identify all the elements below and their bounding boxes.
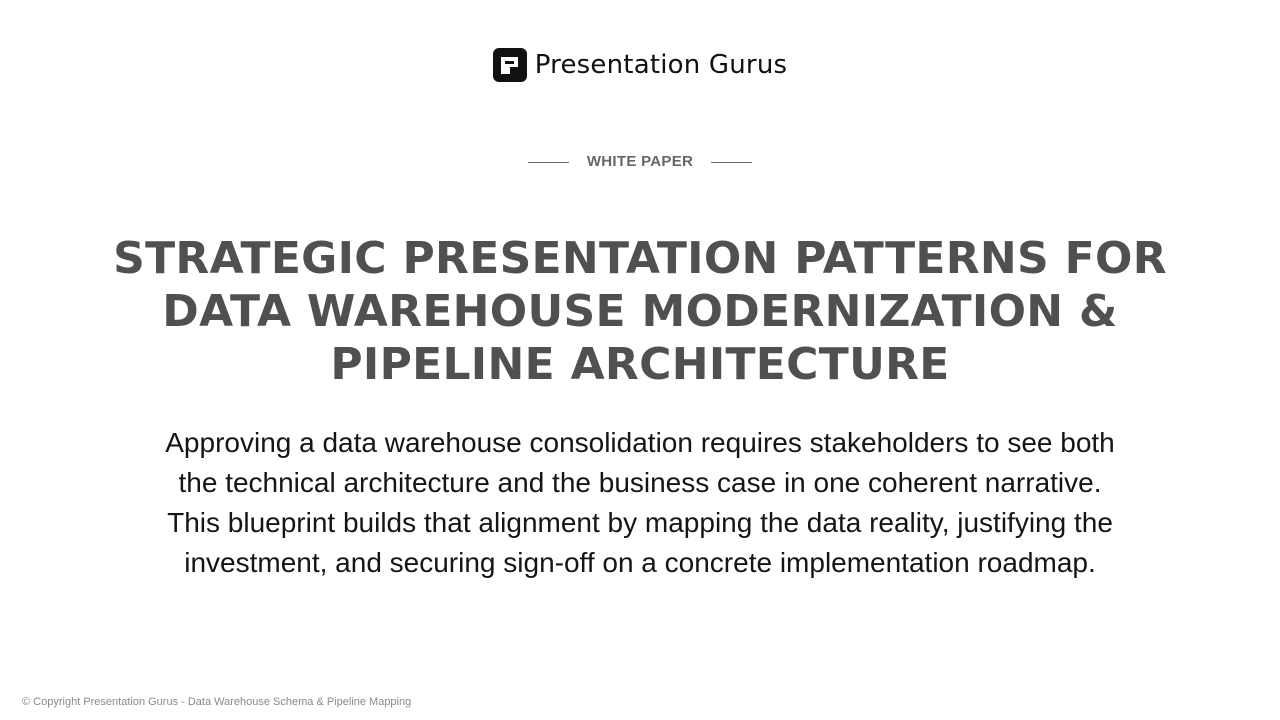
kicker-text: WHITE PAPER (586, 153, 694, 170)
presentation-gurus-logo-icon (493, 48, 527, 82)
brand-logo (0, 48, 1280, 82)
summary-paragraph: Approving a data warehouse consolidation requires stakeholders to see both the technical architecture and the business case in one coherent narrative. This blueprint builds that alignment by mapping the data reality, justifying the investment, and securing sign-off on a concrete implementation roadmap. (165, 427, 1115, 578)
kicker-divider-right (711, 162, 752, 163)
brand-name: Presentation Gurus (534, 50, 788, 80)
copyright-footer: © Copyright Presentation Gurus - Data Warehouse Schema & Pipeline Mapping (22, 696, 412, 708)
document-type-label (0, 152, 1280, 172)
kicker-divider-left (528, 162, 569, 163)
page-title: STRATEGIC PRESENTATION PATTERNS FOR DATA WAREHOUSE MODERNIZATION & PIPELINE ARCHITECTURE (113, 233, 1167, 390)
